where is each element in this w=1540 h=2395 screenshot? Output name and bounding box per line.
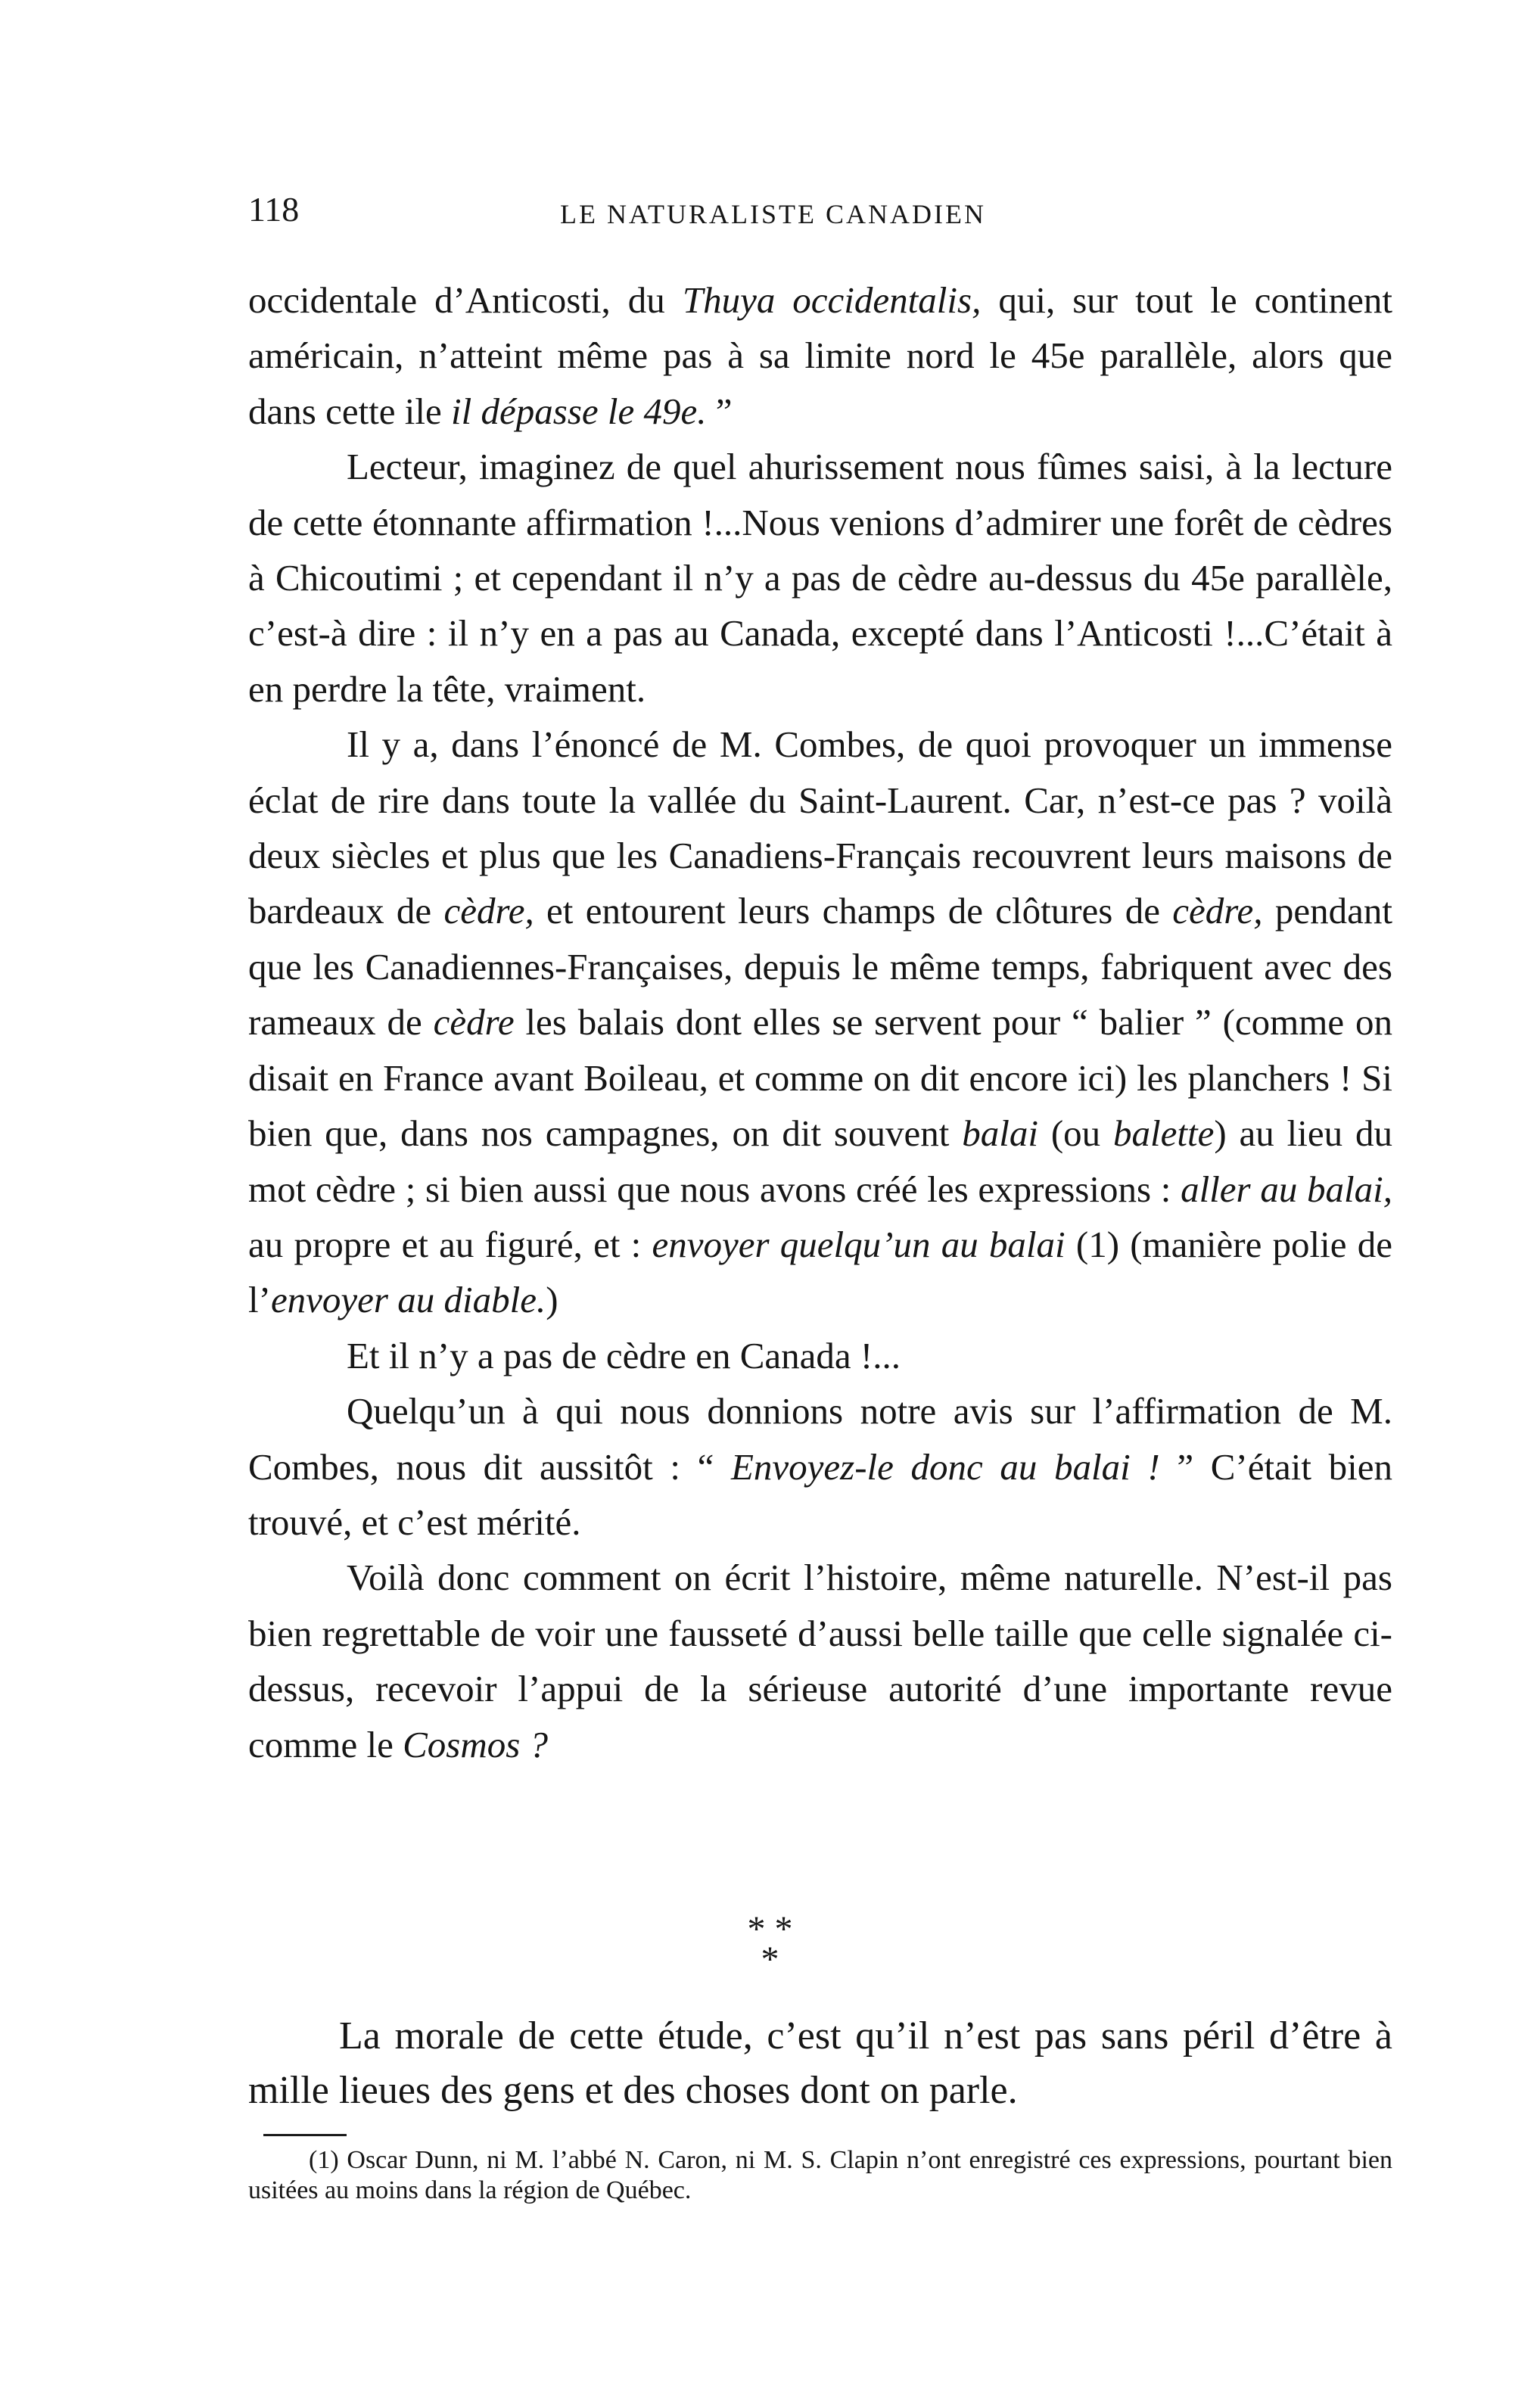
text-run: Quelqu’un à qui nous donnions notre avis sur l’affirmation de M. Combes, nous dit aussitôt : “ xyxy=(248,1390,1392,1488)
asterisk-row-top: * * xyxy=(747,1909,793,1949)
page-header xyxy=(248,189,1392,242)
paragraph-6 xyxy=(248,1550,1392,1772)
italic-run: Thuya occidentalis, xyxy=(682,279,982,321)
text-run: ” xyxy=(706,390,733,432)
section-separator xyxy=(0,1909,1540,1980)
footnote xyxy=(248,2145,1392,2206)
text-run: (1) (manière polie de l’ xyxy=(248,1223,1393,1321)
footnote-text: (1) Oscar Dunn, ni M. l’abbé N. Caron, ni M. S. Clapin n’ont enregistré ces expressions, pourtant bien usitées au moins dans la région de Québec. xyxy=(248,2146,1392,2204)
text-run: Voilà donc comment on écrit l’histoire, même naturelle. N’est-il pas bien regrettable de voir une fausseté d’aussi belle taille que celle signalée ci-dessus, recevoir l’appui de la sérieuse autorité d’une importante revue comme le xyxy=(248,1557,1392,1765)
text-run: ” C’était bien trouvé, et c’est mérité. xyxy=(248,1445,1393,1543)
text-run: ) au lieu du mot cèdre ; si bien aussi que nous avons créé les expressions : xyxy=(248,1112,1392,1210)
italic-run: il dépasse le 49e. xyxy=(451,390,707,432)
italic-run: balette xyxy=(1113,1112,1215,1155)
text-run: et entourent leurs champs de clôtures de xyxy=(534,890,1173,932)
paragraph-1 xyxy=(248,272,1392,439)
paragraph-3 xyxy=(248,717,1392,1327)
footnote-divider xyxy=(263,2134,347,2136)
closing-paragraph xyxy=(248,2009,1392,2118)
morale-text: La morale de cette étude, c’est qu’il n’est pas sans péril d’être à mille lieues des gens et des choses dont on parle. xyxy=(248,2014,1392,2112)
text-run: pendant que les Canadiennes-Françaises, depuis le même temps, fabriquent avec des rameaux de xyxy=(248,890,1392,1044)
italic-run: envoyer quelqu’un au balai xyxy=(652,1223,1066,1265)
italic-run: aller au balai, xyxy=(1181,1168,1393,1210)
italic-run: cèdre, xyxy=(1172,890,1263,932)
text-run: les balais dont elles se servent pour “ balier ” (comme on disait en France avant Boileau, et comme on dit encore ici) les planchers ! Si bien que, dans nos campagnes, on dit souvent xyxy=(248,1001,1392,1155)
italic-run: envoyer au diable. xyxy=(270,1279,546,1321)
text-run: occidentale d’Anticosti, du xyxy=(248,279,683,321)
italic-run: cèdre, xyxy=(443,890,534,932)
paragraph-2: Lecteur, imaginez de quel ahurissement nous fûmes saisi, à la lecture de cette étonnante affirmation !...Nous venions d’admirer une forêt de cèdres à Chicoutimi ; et cependant il n’y a pas de cèdre au-dessus du 45e parallèle, c’est-à dire : il n’y en a pas au Canada, excepté dans l’Anticosti !...C’était à en perdre la tête, vraiment. xyxy=(248,446,1392,710)
italic-run: cèdre xyxy=(433,1001,515,1044)
text-run: (ou xyxy=(1038,1112,1114,1155)
main-text xyxy=(248,272,1392,1772)
text-run: ) xyxy=(546,1279,558,1321)
page-number: 118 xyxy=(248,190,300,229)
text-run: au propre et au figuré, et : xyxy=(248,1223,652,1265)
italic-run: Envoyez-le donc au balai ! xyxy=(730,1445,1160,1488)
italic-run: balai xyxy=(962,1112,1038,1155)
running-title: LE NATURALISTE CANADIEN xyxy=(560,199,986,229)
paragraph-4: Et il n’y a pas de cèdre en Canada !... xyxy=(347,1334,901,1376)
paragraph-5 xyxy=(248,1383,1392,1550)
asterisk-row-bottom: * xyxy=(761,1939,779,1980)
italic-run: Cosmos ? xyxy=(403,1723,549,1765)
text-run: qui, sur tout le continent américain, n’atteint même pas à sa limite nord le 45e parallèle, alors que dans cette ile xyxy=(248,279,1393,432)
text-run: Il y a, dans l’énoncé de M. Combes, de quoi provoquer un immense éclat de rire dans toute la vallée du Saint-Laurent. Car, n’est-ce pas ? voilà deux siècles et plus que les Canadiens-Français recouvrent leurs maisons de bardeaux de xyxy=(248,723,1392,932)
